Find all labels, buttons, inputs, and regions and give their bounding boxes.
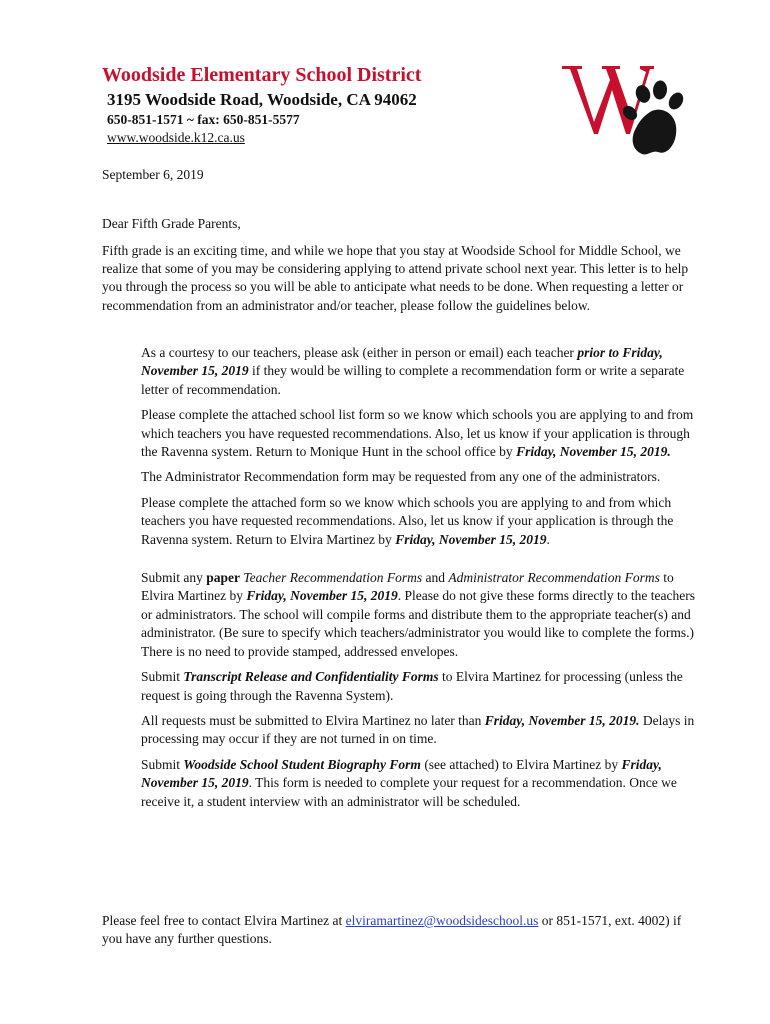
district-address: 3195 Woodside Road, Woodside, CA 94062 xyxy=(107,90,417,109)
contact-email-link[interactable]: elviramartinez@woodsideschool.us xyxy=(345,913,539,928)
guideline-item: Submit Woodside School Student Biography Form (see attached) to Elvira Martinez by Friday, November 15, 2019. This form is needed to complete your request for a recommendation. Once we receive it, a student interview with an administrator will be scheduled. xyxy=(141,756,677,809)
letter-greeting: Dear Fifth Grade Parents, xyxy=(102,216,241,231)
district-website-link[interactable]: www.woodside.k12.ca.us xyxy=(107,130,245,145)
guideline-item: The Administrator Recommendation form may be requested from any one of the administrators. xyxy=(141,469,661,485)
guideline-item: Please complete the attached school list form so we know which schools you are applying to and from which teachers you have requested recommendations. Also, let us know if your application is through the Ravenna system. Return to Monique Hunt in the school office by Friday, November 15, 2019. xyxy=(141,407,694,460)
district-name: Woodside Elementary School District xyxy=(102,64,422,86)
guideline-item: As a courtesy to our teachers, please ask (either in person or email) each teacher prior to Friday, November 15, 2019 if they would be willing to complete a recommendation form or write a separate letter of recommendation. xyxy=(141,345,685,397)
guideline-item: Submit Transcript Release and Confidentiality Forms to Elvira Martinez for processing (unless the request is going through the Ravenna System). xyxy=(141,669,683,703)
logo-paw-print xyxy=(620,80,686,154)
guideline-item: Submit any paper Teacher Recommendation Forms and Administrator Recommendation Forms to Elvira Martinez by Friday, November 15, 2019. Please do not give these forms directly to the teachers or administrators. The school will compile forms and distribute them to the appropriate teacher(s) and administrator. (Be sure to specify which teachers/administrator you would like to complete the forms.) There is no need to provide stamped, addressed envelopes. xyxy=(141,570,695,659)
letter-date: September 6, 2019 xyxy=(102,167,204,182)
district-phone-fax: 650-851-1571 ~ fax: 650-851-5577 xyxy=(107,112,300,127)
guidelines-list xyxy=(141,344,701,818)
closing-paragraph: Please feel free to contact Elvira Martinez at elviramartinez@woodsideschool.us or 851-1571, ext. 4002) if you have any further questions. xyxy=(102,913,682,947)
guideline-item: All requests must be submitted to Elvira Martinez no later than Friday, November 15, 2019. Delays in processing may occur if they are not turned in on time. xyxy=(141,712,695,747)
w-pawprint-logo-icon xyxy=(558,56,688,166)
intro-paragraph: Fifth grade is an exciting time, and while we hope that you stay at Woodside School for Middle School, we realize that some of you may be considering applying to attend private school next year. This letter is to help you through the process so you will be able to anticipate what needs to be done. When requesting a letter or recommendation from an administrator and/or teacher, please follow the guidelines below. xyxy=(102,243,689,313)
guideline-item: Please complete the attached form so we know which schools you are applying to and from which teachers you have requested recommendations. Also, let us know if your application is through the Ravenna system. Return to Elvira Martinez by Friday, November 15, 2019. xyxy=(141,494,674,547)
